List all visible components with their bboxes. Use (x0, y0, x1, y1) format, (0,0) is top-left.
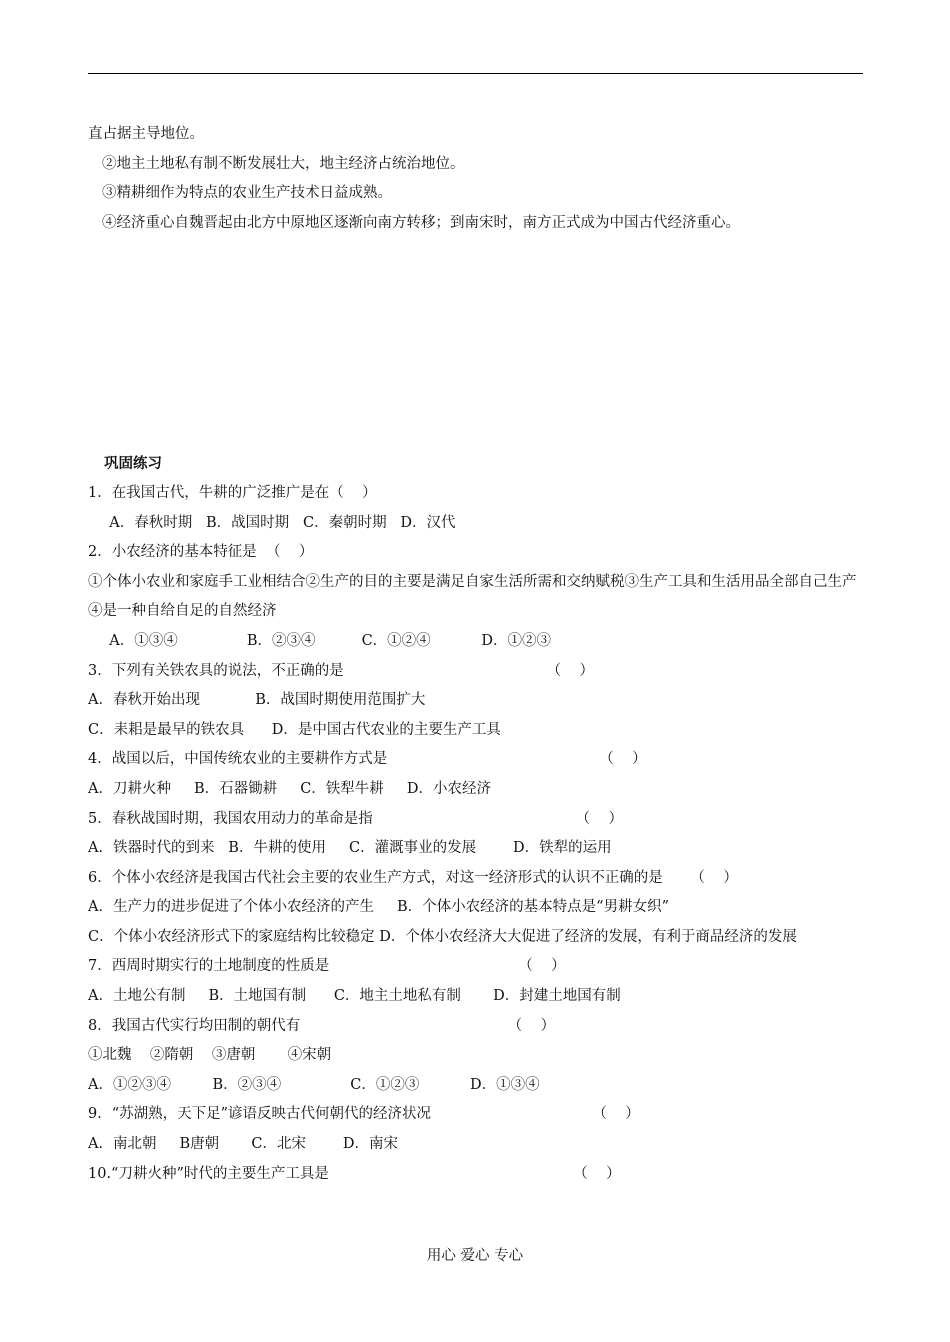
q8-stem: 8．我国古代实行均田制的朝代有 （ ） (88, 1017, 556, 1034)
q2-stem: 2．小农经济的基本特征是 （ ） (88, 544, 314, 561)
q3-stem: 3．下列有关铁农具的说法，不正确的是 （ ） (88, 662, 594, 679)
section-title: 巩固练习 (104, 455, 162, 473)
intro-line-1: 直占据主导地位。 (88, 126, 204, 142)
q2-options: A．①③④ B．②③④ C．①②④ D．①②③ (100, 632, 551, 649)
q6-options-cd: C．个体小农经济形式下的家庭结构比较稳定 D．个体小农经济大大促进了经济的发展，有利于商品经济的发展 (88, 928, 797, 945)
q7-stem: 7．西周时期实行的土地制度的性质是 （ ） (88, 958, 566, 975)
page-body (88, 120, 864, 1189)
page-footer: 用心 爱心 专心 (426, 1248, 524, 1264)
q5-stem: 5．春秋战国时期，我国农用动力的革命是指 （ ） (88, 810, 623, 827)
q6-stem: 6．个体小农经济是我国古代社会主要的农业生产方式，对这一经济形式的认识不正确的是 （ ） (88, 869, 738, 886)
q5-options: A．铁器时代的到来 B．牛耕的使用 C．灌溉事业的发展 D．铁犁的运用 (88, 840, 612, 857)
intro-line-2: ②地主土地私有制不断发展壮大，地主经济占统治地位。 (102, 155, 465, 172)
q7-options: A．土地公有制 B．土地国有制 C．地主土地私有制 D．封建土地国有制 (88, 988, 621, 1005)
q2-statements: ①个体小农业和家庭手工业相结合②生产的目的主要是满足自家生活所需和交纳赋税③生产工具和生活用品全部自己生产 ④是一种自给自足的自然经济 (88, 573, 857, 620)
q10-stem: 10.“刀耕火种”时代的主要生产工具是 （ ） (88, 1165, 621, 1182)
intro-line-3: ③精耕细作为特点的农业生产技术日益成熟。 (102, 185, 392, 202)
q8-options: A．①②③④ B．②③④ C．①②③ D．①③④ (88, 1076, 540, 1093)
q4-stem: 4．战国以后，中国传统农业的主要耕作方式是 （ ） (88, 751, 647, 768)
q4-options: A．刀耕火种 B．石器锄耕 C．铁犁牛耕 D．小农经济 (88, 780, 491, 797)
q3-options-ab: A．春秋开始出现 B．战国时期使用范围扩大 (88, 692, 426, 709)
q1-options: A．春秋时期 B．战国时期 C．秦朝时期 D．汉代 (100, 514, 456, 531)
q1-stem: 1．在我国古代，牛耕的广泛推广是在（ ） (88, 484, 377, 501)
blank-space (88, 238, 864, 449)
q9-stem: 9．“苏湖熟，天下足”谚语反映古代何朝代的经济状况 （ ） (88, 1106, 640, 1123)
header-rule (88, 73, 863, 74)
q3-options-cd: C．耒耜是最早的铁农具 D．是中国古代农业的主要生产工具 (88, 721, 501, 738)
intro-line-4: ④经济重心自魏晋起由北方中原地区逐渐向南方转移；到南宋时，南方正式成为中国古代经济重心。 (102, 214, 740, 231)
q8-statements: ①北魏 ②隋朝 ③唐朝 ④宋朝 (88, 1047, 332, 1064)
q9-options: A．南北朝 B唐朝 C．北宋 D．南宋 (88, 1136, 399, 1153)
q6-options-ab: A．生产力的进步促进了个体小农经济的产生 B．个体小农经济的基本特点是“男耕女织” (88, 899, 669, 916)
